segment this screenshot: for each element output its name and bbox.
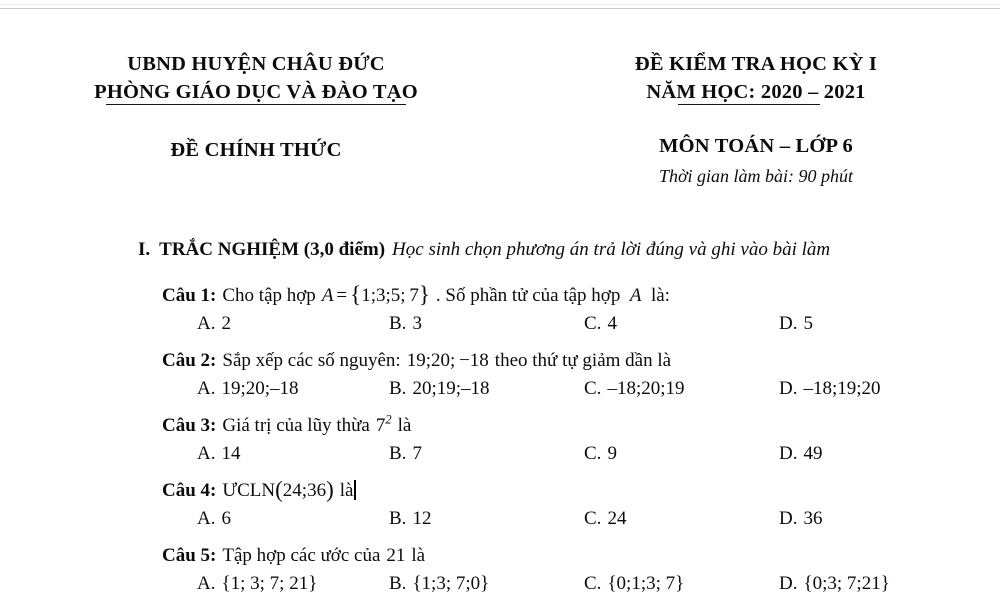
answer-key: A. [197, 507, 216, 529]
answer-option-b[interactable] [389, 571, 489, 595]
answer-option-b[interactable] [389, 441, 422, 465]
answer-value: 24 [607, 507, 627, 529]
answer-key: A. [197, 442, 216, 464]
answer-option-a[interactable] [197, 506, 231, 530]
answer-value: 6 [221, 507, 231, 529]
answer-key: C. [584, 572, 602, 594]
exam-duration: Thời gian làm bài: 90 phút [658, 166, 854, 186]
answer-option-d[interactable] [779, 571, 890, 595]
answer-value: 2 [221, 312, 231, 334]
answer-option-a[interactable] [197, 571, 317, 595]
answer-option-a[interactable] [197, 376, 299, 400]
question-text-before: ƯCLN [222, 479, 276, 501]
answer-option-b[interactable] [389, 506, 431, 530]
answer-key: D. [779, 312, 798, 334]
answer-option-d[interactable] [779, 441, 822, 465]
question-math-expression: 21 [386, 544, 406, 566]
answer-option-c[interactable] [584, 311, 617, 335]
answer-value: 9 [607, 442, 617, 464]
answer-key: C. [584, 442, 602, 464]
question-math-expression: $7^2$ [375, 412, 392, 436]
header-left-column [0, 50, 512, 189]
answer-option-d[interactable] [779, 376, 881, 400]
document-header [0, 50, 1000, 189]
answer-value: 3 [412, 312, 422, 334]
answer-row [0, 376, 1000, 409]
answer-option-d[interactable] [779, 311, 813, 335]
subject-and-grade: MÔN TOÁN – LỚP 6 [659, 135, 853, 157]
answer-key: B. [389, 572, 407, 594]
question-text-before: Giá trị của lũy thừa [222, 414, 370, 436]
exam-title: ĐỀ KIỂM TRA HỌC KỲ I [634, 53, 878, 75]
answer-key: A. [197, 377, 216, 399]
question-label: Câu 3: [162, 414, 217, 436]
question-block [0, 279, 1000, 344]
answer-key: B. [389, 377, 407, 399]
answer-value: 4 [607, 312, 617, 334]
page-top-rule [0, 8, 1000, 9]
question-statement [162, 539, 1000, 571]
question-label: Câu 4: [162, 479, 217, 501]
question-label: Câu 5: [162, 544, 217, 566]
question-text-before: Tập hợp các ước của [222, 544, 381, 566]
question-math-expression: (24;36) [275, 477, 334, 502]
answer-value: {1; 3; 7; 21} [221, 572, 318, 594]
answer-row [0, 571, 1000, 604]
answer-value: {1;3; 7;0} [412, 572, 490, 594]
question-text-after: . Số phần tử của tập hợp A là: [435, 284, 670, 306]
section-instruction: Học sinh chọn phương án trả lời đúng và ghi vào bài làm [392, 239, 831, 260]
question-text-after: theo thứ tự giảm dần là [494, 349, 672, 371]
answer-key: B. [389, 312, 407, 334]
question-label: Câu 1: [162, 284, 217, 306]
answer-value: 14 [221, 442, 241, 464]
question-label: Câu 2: [162, 349, 217, 371]
answer-value: 49 [803, 442, 823, 464]
answer-key: C. [584, 377, 602, 399]
answer-key: B. [389, 507, 407, 529]
section-number: I. [138, 239, 151, 260]
answer-option-c[interactable] [584, 506, 626, 530]
answer-value: –18;20;19 [607, 377, 685, 399]
answer-option-a[interactable] [197, 441, 240, 465]
answer-value: 12 [412, 507, 432, 529]
question-statement [162, 409, 1000, 441]
question-math-expression: A = {1;3;5; 7} [321, 282, 430, 307]
question-text-after: là [397, 414, 412, 436]
question-text-after: là [339, 479, 354, 501]
section-title: TRẮC NGHIỆM (3,0 điểm) [159, 239, 386, 260]
question-block [0, 474, 1000, 539]
question-text-before: Sắp xếp các số nguyên: [222, 349, 401, 371]
answer-option-c[interactable] [584, 376, 685, 400]
answer-value: {0;1;3; 7} [607, 572, 685, 594]
answer-value: {0;3; 7;21} [803, 572, 890, 594]
answer-value: 5 [803, 312, 813, 334]
answer-value: 20;19;–18 [412, 377, 490, 399]
question-block [0, 539, 1000, 604]
answer-key: A. [197, 312, 216, 334]
answer-value: 19;20;–18 [221, 377, 299, 399]
section-heading [138, 237, 978, 263]
question-list [0, 279, 1000, 604]
answer-row [0, 506, 1000, 539]
answer-value: 36 [803, 507, 823, 529]
official-paper-label: ĐỀ CHÍNH THỨC [170, 139, 342, 161]
question-text-after: là [411, 544, 426, 566]
answer-key: A. [197, 572, 216, 594]
answer-value: 7 [412, 442, 422, 464]
question-statement [162, 279, 1000, 311]
answer-option-c[interactable] [584, 571, 684, 595]
answer-key: C. [584, 312, 602, 334]
answer-key: C. [584, 507, 602, 529]
answer-option-b[interactable] [389, 376, 490, 400]
answer-row [0, 311, 1000, 344]
question-text-before: Cho tập hợp [222, 284, 316, 306]
answer-key: B. [389, 442, 407, 464]
answer-key: D. [779, 507, 798, 529]
question-block [0, 409, 1000, 474]
answer-key: D. [779, 572, 798, 594]
question-statement [162, 474, 1000, 506]
answer-option-d[interactable] [779, 506, 822, 530]
issuing-authority-line2: PHÒNG GIÁO DỤC VÀ ĐÀO TẠO [94, 78, 418, 106]
answer-option-a[interactable] [197, 311, 231, 335]
answer-option-c[interactable] [584, 441, 617, 465]
answer-option-b[interactable] [389, 311, 422, 335]
answer-row [0, 441, 1000, 474]
answer-key: D. [779, 377, 798, 399]
answer-key: D. [779, 442, 798, 464]
answer-value: –18;19;20 [803, 377, 881, 399]
issuing-authority-line1: UBND HUYỆN CHÂU ĐỨC [127, 53, 385, 75]
question-statement [162, 344, 1000, 376]
text-cursor [354, 480, 356, 500]
school-year: NĂM HỌC: 2020 – 2021 [646, 78, 865, 106]
question-math-expression: 19;20; −18 [406, 349, 489, 371]
header-right-column [512, 50, 1000, 189]
page-top-edge-highlight [0, 4, 1000, 5]
question-block [0, 344, 1000, 409]
